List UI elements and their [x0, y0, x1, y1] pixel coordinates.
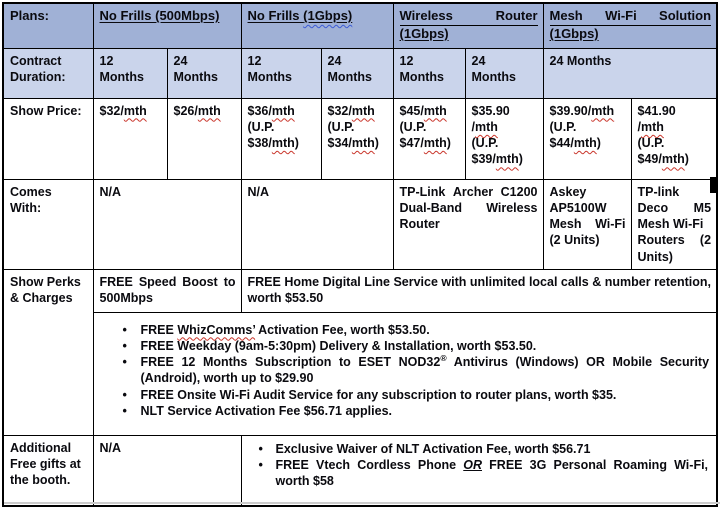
cell-additional-label: Additional Free gifts at the booth. [3, 435, 93, 506]
row-additional-gifts [3, 435, 717, 506]
cell-price-mesh-b: $41.90 /mth (U.P. $49/mth) [631, 98, 717, 179]
cell-duration-500-12: 12 Months [93, 48, 167, 98]
cell-perks-bullet-list: • FREE WhizComms’ Activation Fee, worth $53.50. • FREE Weekday (9am-5:30pm) Delivery & Installation, worth $53.50. • FREE 12 Months Subscription to ESET NOD32® Antivirus (Windows) OR Mobile Security (Android), worth up to $29.90 • FREE Onsite Wi-Fi Audit Service for any subscription to router plans, worth $35. • NLT Service Activation Fee $56.71 applies. [93, 312, 717, 435]
bullet-icon: • [122, 355, 127, 369]
cell-comes-with-askey: Askey AP5100W Mesh Wi-Fi (2 Units) [543, 179, 631, 269]
cell-perks-speed-boost: FREE Speed Boost to 500Mbps [93, 269, 241, 312]
plans-comparison-table [2, 2, 718, 507]
cell-additional-na: N/A [93, 435, 241, 506]
bullet-icon: • [122, 387, 127, 402]
row-contract-duration [3, 48, 717, 98]
cell-price-1g-24: $32/mth (U.P. $34/mth) [321, 98, 393, 179]
cell-contract-label: Contract Duration: [3, 48, 93, 98]
cell-comes-with-tplink-archer: TP-Link Archer C1200 Dual-Band Wireless Router [393, 179, 543, 269]
cell-comes-with-na-500: N/A [93, 179, 241, 269]
cell-duration-router-24: 24 Months [465, 48, 543, 98]
page-edge-line [4, 502, 720, 504]
cell-price-label: Show Price: [3, 98, 93, 179]
cell-duration-mesh-24: 24 Months [543, 48, 717, 98]
cell-plan-no-frills-1g: No Frills (1Gbps) [241, 3, 393, 48]
cell-comes-with-na-1g: N/A [241, 179, 393, 269]
cell-duration-500-24: 24 Months [167, 48, 241, 98]
cell-price-router-12: $45/mth (U.P. $47/mth) [393, 98, 465, 179]
cell-price-1g-12: $36/mth (U.P. $38/mth) [241, 98, 321, 179]
cell-plan-wireless-router: Wireless Router (1Gbps) [393, 3, 543, 48]
cell-comes-with-deco: TP-link Deco M5 Mesh Wi-Fi Routers (2 Units) [631, 179, 717, 269]
cell-additional-bullet-list: • Exclusive Waiver of NLT Activation Fee, worth $56.71 • FREE Vtech Cordless Phone OR FREE 3G Personal Roaming Wi-Fi, worth $58 [241, 435, 717, 506]
row-plans [3, 3, 717, 48]
cell-duration-1g-24: 24 Months [321, 48, 393, 98]
row-perks-top [3, 269, 717, 312]
row-show-price [3, 98, 717, 179]
cell-duration-1g-12: 12 Months [241, 48, 321, 98]
cell-duration-router-12: 12 Months [393, 48, 465, 98]
cell-price-500-12: $32/mth [93, 98, 167, 179]
cell-plans-label: Plans: [3, 3, 93, 48]
cell-price-mesh-a: $39.90/mth (U.P. $44/mth) [543, 98, 631, 179]
bullet-icon: • [122, 322, 127, 337]
row-comes-with [3, 179, 717, 269]
cell-perks-digital-line: FREE Home Digital Line Service with unlimited local calls & number retention, worth $53.50 [241, 269, 717, 312]
cell-price-500-24: $26/mth [167, 98, 241, 179]
cell-plan-mesh-wifi: Mesh Wi-Fi Solution (1Gbps) [543, 3, 717, 48]
cell-perks-label: Show Perks & Charges [3, 269, 93, 435]
text-cursor [710, 177, 717, 193]
bullet-icon: • [122, 403, 127, 418]
cell-price-router-24: $35.90 /mth (U.P. $39/mth) [465, 98, 543, 179]
bullet-icon: • [258, 457, 263, 472]
cell-comes-with-label: Comes With: [3, 179, 93, 269]
cell-plan-no-frills-500: No Frills (500Mbps) [93, 3, 241, 48]
bullet-icon: • [122, 338, 127, 353]
row-perks-bullets [3, 312, 717, 435]
bullet-icon: • [258, 441, 263, 456]
